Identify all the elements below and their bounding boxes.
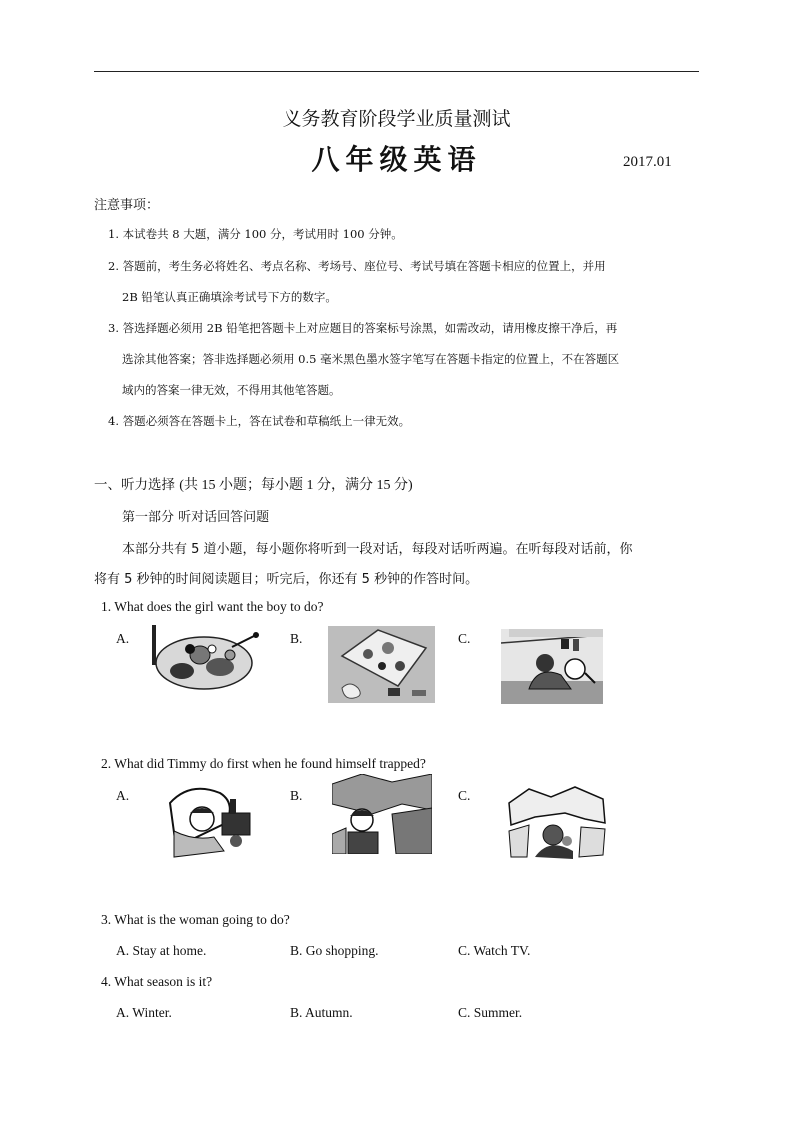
intro-text: 本部分共有 5 道小题，每小题你将听到一段对话，每段对话听两遍。在听每段对话前，你 xyxy=(122,542,633,557)
section-detail: (共 15 小题；每小题 1 分，满分 15 分) xyxy=(179,478,413,493)
question-1: 1. What does the girl want the boy to do? xyxy=(101,599,324,614)
notice-line: 1. 本试卷共 8 大题，满分 100 分，考试用时 100 分钟。 xyxy=(108,227,403,241)
notice-line: 域内的答案一律无效，不得用其他笔答题。 xyxy=(122,383,341,397)
notice-line: 4. 答题必须答在答题卡上，答在试卷和草稿纸上一律无效。 xyxy=(108,414,411,428)
option-text: C. Summer. xyxy=(458,1005,523,1020)
option-text: A. Stay at home. xyxy=(116,943,207,958)
exam-subtitle: 八年级英语 xyxy=(311,143,482,176)
question-4: 4. What season is it? xyxy=(101,974,213,989)
trapped-under-rocks-picture xyxy=(505,783,609,861)
option-label: B. xyxy=(290,631,303,646)
option-label: A. xyxy=(116,788,130,803)
notice-line: 2. 答题前，考生务必将姓名、考点名称、考场号、座位号、考试号填在答题卡相应的位置上，并用 xyxy=(108,259,606,273)
boy-on-phone-picture xyxy=(160,783,260,859)
exam-title: 义务教育阶段学业质量测试 xyxy=(282,108,511,130)
part-title: 第一部分 听对话回答问题 xyxy=(122,510,270,525)
boy-under-rubble-picture xyxy=(332,774,432,854)
kite-picture xyxy=(328,626,435,703)
option-text: B. Go shopping. xyxy=(290,943,379,958)
option-label: C. xyxy=(458,788,471,803)
question-2: 2. What did Timmy do first when he found himself trapped? xyxy=(101,756,426,771)
intro-text: 将有 5 秒钟的时间阅读题目；听完后，你还有 5 秒钟的作答时间。 xyxy=(94,572,479,587)
option-label: C. xyxy=(458,631,471,646)
section-title: 一、听力选择 xyxy=(94,477,175,493)
notice-heading: 注意事项： xyxy=(94,198,160,213)
food-plate-picture xyxy=(152,625,264,693)
notice-line: 3. 答选择题必须用 2B 铅笔把答题卡上对应题目的答案标号涂黑，如需改动，请用橡皮擦干净后，再 xyxy=(108,321,618,335)
option-label: B. xyxy=(290,788,303,803)
notice-line: 选涂其他答案；答非选择题必须用 0.5 毫米黑色墨水签字笔写在答题卡指定的位置上，不在答题区 xyxy=(122,352,620,366)
boy-cleaning-picture xyxy=(501,629,603,704)
option-text: A. Winter. xyxy=(116,1005,172,1020)
question-3: 3. What is the woman going to do? xyxy=(101,912,290,927)
section-heading xyxy=(94,473,413,494)
top-rule xyxy=(94,71,699,72)
option-text: C. Watch TV. xyxy=(458,943,531,958)
notice-line: 2B 铅笔认真正确填涂考试号下方的数字。 xyxy=(122,290,337,304)
exam-date: 2017.01 xyxy=(623,154,672,170)
option-label: A. xyxy=(116,631,130,646)
option-text: B. Autumn. xyxy=(290,1005,353,1020)
